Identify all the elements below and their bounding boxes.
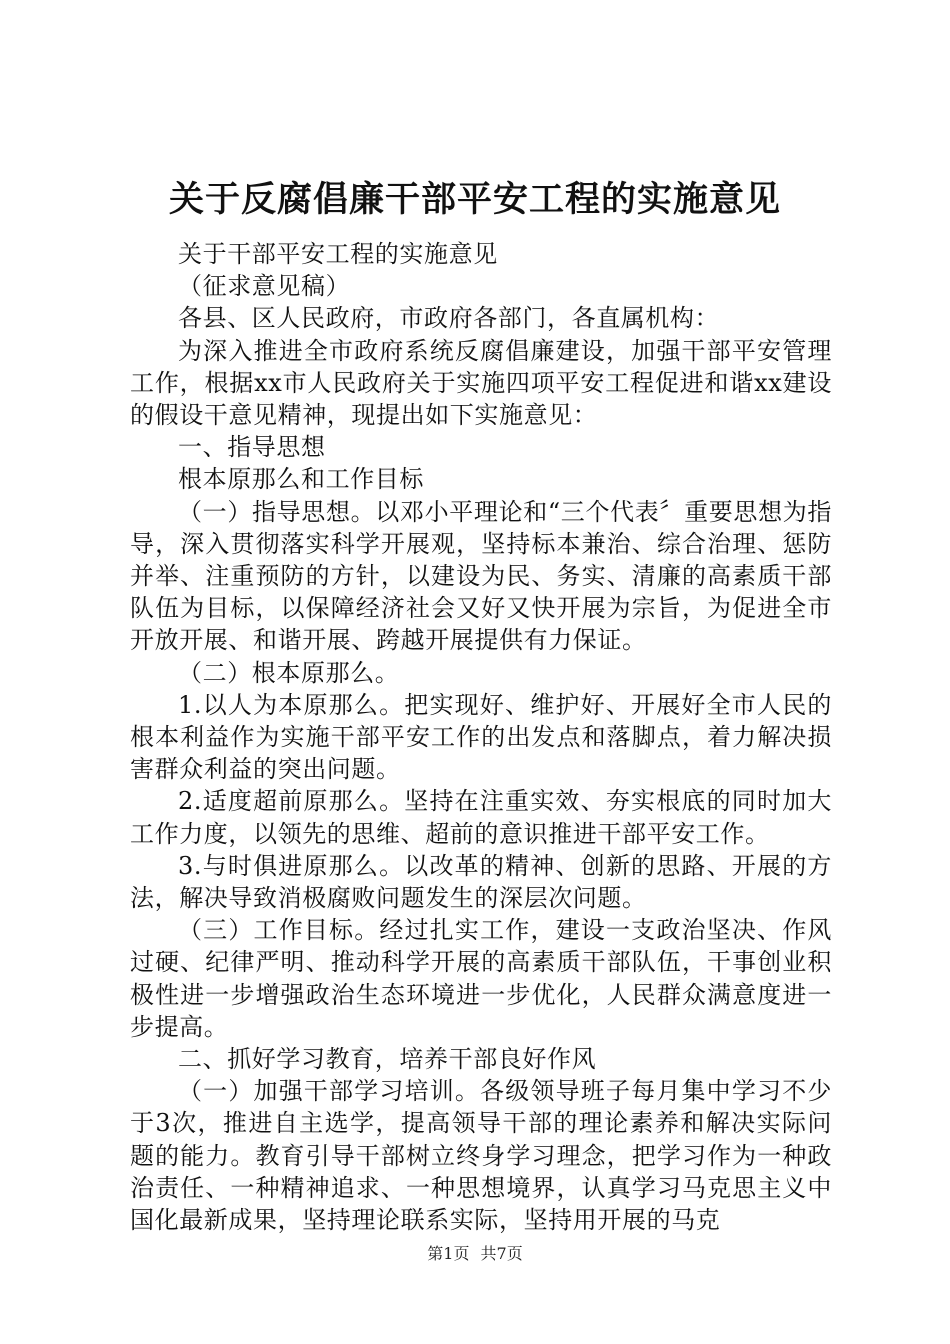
paragraph-work-goal: （三）工作目标。经过扎实工作，建设一支政治坚决、作风过硬、纪律严明、推动科学开展的高素质干部队伍，干事创业积极性进一步增强政治生态环境进一步优化，人民群众满意度进一步提高。 (130, 916, 832, 1041)
intro-paragraph: 为深入推进全市政府系统反腐倡廉建设，加强干部平安管理工作，根据xx市人民政府关于实施四项平安工程促进和谐xx建设的假设干意见精神，现提出如下实施意见： (130, 336, 832, 430)
principle-2: 2.适度超前原那么。坚持在注重实效、夯实根底的同时加大工作力度，以领先的思维、超前的意识推进干部平安工作。 (130, 787, 832, 848)
subtitle: 关于干部平安工程的实施意见 (178, 240, 498, 268)
paragraph-guiding-thought: （一）指导思想。以邓小平理论和“三个代表〞重要思想为指导，深入贯彻落实科学开展观，坚持标本兼治、综合治理、惩防并举、注重预防的方针，以建设为民、务实、清廉的高素质干部队伍为目标，以保障经济社会又好又快开展为宗旨，为促进全市开放开展、和谐开展、跨越开展提供有力保证。 (130, 497, 832, 655)
principle-3: 3.与时俱进原那么。以改革的精神、创新的思路、开展的方法，解决导致消极腐败问题发生的深层次问题。 (130, 851, 832, 913)
page-footer (0, 1244, 950, 1264)
section-heading-2: 二、抓好学习教育，培养干部良好作风 (178, 1045, 597, 1074)
addressee: 各县、区人民政府，市政府各部门，各直属机构： (178, 304, 720, 333)
document-body (130, 238, 832, 1236)
section-subheading: 根本原那么和工作目标 (178, 465, 424, 494)
paragraph-basic-principles: （二）根本原那么。 (178, 658, 400, 687)
draft-note: （征求意见稿） (178, 272, 351, 301)
section-heading-1: 一、指导思想 (178, 433, 326, 462)
document-title: 关于反腐倡廉干部平安工程的实施意见 (168, 179, 781, 220)
paragraph-study-training: （一）加强干部学习培训。各级领导班子每月集中学习不少于3次，推进自主选学，提高领导干部的理论素养和解决实际问题的能力。教育引导干部树立终身学习理念，把学习作为一种政治责任、一种精神追求、一种思想境界，认真学习马克思主义中国化最新成果，坚持理论联系实际，坚持用开展的马克 (130, 1077, 832, 1235)
page-number: 第1页 (427, 1244, 470, 1263)
page-total: 共7页 (480, 1244, 523, 1263)
principle-1: 1.以人为本原那么。把实现好、维护好、开展好全市人民的根本利益作为实施干部平安工作的出发点和落脚点，着力解决损害群众利益的突出问题。 (130, 690, 832, 784)
